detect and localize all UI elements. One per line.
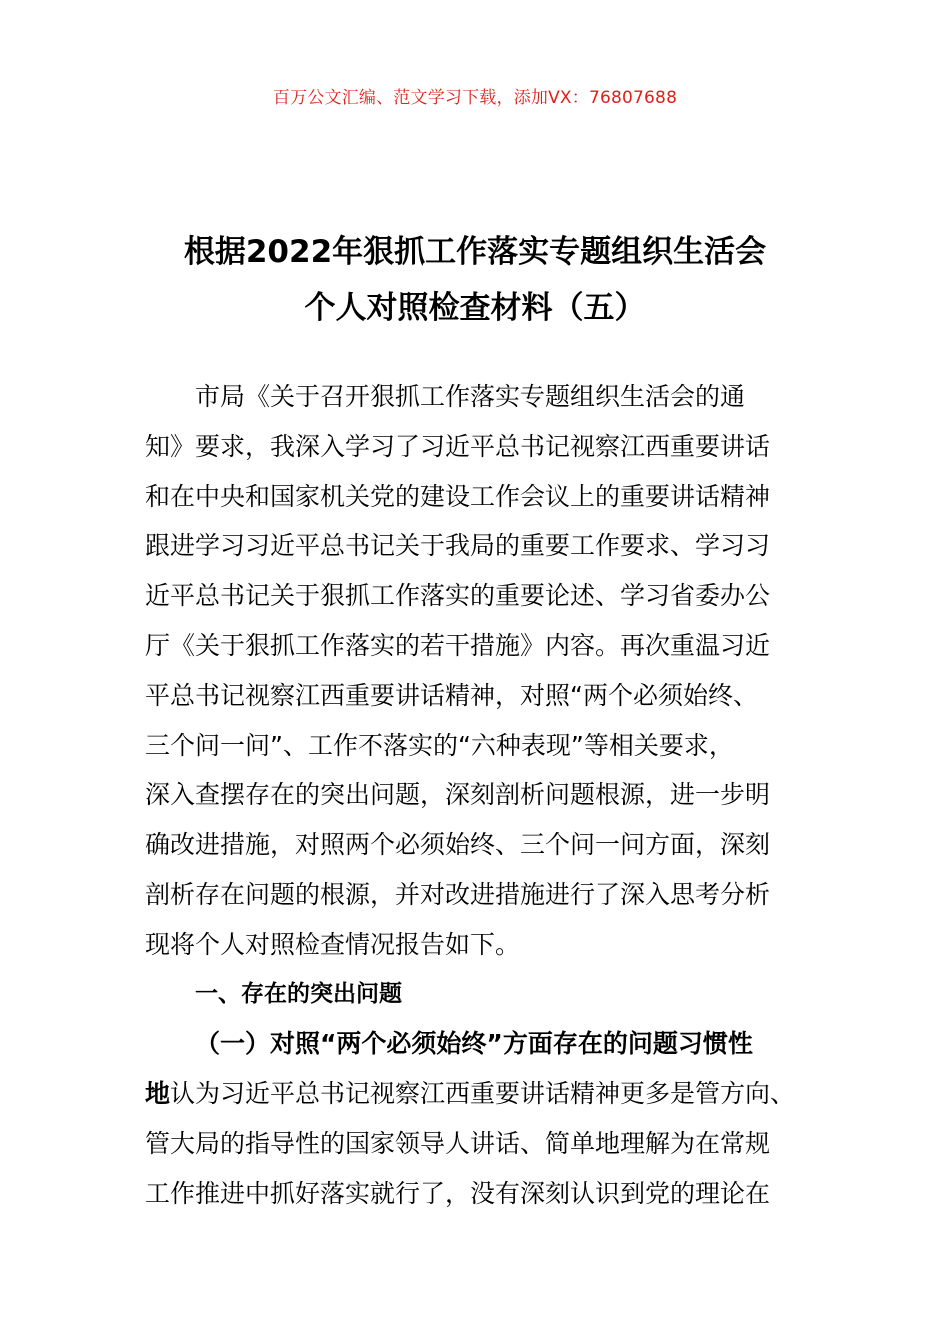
paragraph-line: 近平总书记关于狠抓工作落实的重要论述、学习省委办公 xyxy=(145,581,771,611)
paragraph-line xyxy=(145,1069,807,1119)
document-body xyxy=(145,372,807,1219)
paragraph-line: 现将个人对照检查情况报告如下。 xyxy=(145,929,521,959)
subsection-heading-tail: 地 xyxy=(145,1079,171,1109)
paragraph-line: 和在中央和国家机关党的建设工作会议上的重要讲话精神 xyxy=(145,481,771,511)
subsection-heading: （一）对照“两个必须始终”方面存在的问题习惯性 xyxy=(195,1029,753,1059)
paragraph-line: 市局《关于召开狠抓工作落实专题组织生活会的通 xyxy=(195,382,746,411)
paragraph-line: 平总书记视察江西重要讲话精神，对照“两个必须始终、 xyxy=(145,680,758,710)
document-title xyxy=(0,224,950,336)
paragraph-line: 确改进措施，对照两个必须始终、三个问一问方面，深刻 xyxy=(145,830,771,860)
paragraph-line: 三个问一问”、工作不落实的“六种表现”等相关要求， xyxy=(145,730,734,760)
title-line-2: 个人对照检查材料（五） xyxy=(304,290,646,326)
paragraph-line: 剖析存在问题的根源，并对改进措施进行了深入思考分析 xyxy=(145,879,771,909)
paragraph-line: 知》要求，我深入学习了习近平总书记视察江西重要讲话 xyxy=(145,431,771,461)
section-heading: 一、存在的突出问题 xyxy=(195,980,402,1007)
title-line-1: 根据2022年狠抓工作落实专题组织生活会 xyxy=(183,234,767,270)
paragraph-line-text: 认为习近平总书记视察江西重要讲话精神更多是管方向、 xyxy=(170,1079,796,1109)
paragraph-line: 管大局的指导性的国家领导人讲话、简单地理解为在常规 xyxy=(145,1128,771,1158)
paragraph-line: 厅《关于狠抓工作落实的若干措施》内容。再次重温习近 xyxy=(145,630,771,660)
paragraph-line: 深入查摆存在的突出问题，深刻剖析问题根源，进一步明 xyxy=(145,780,771,810)
watermark-header: 百万公文汇编、范文学习下载，添加VX：76807688 xyxy=(272,88,678,108)
paragraph-line: 跟进学习习近平总书记关于我局的重要工作要求、学习习 xyxy=(145,531,771,561)
paragraph-line: 工作推进中抓好落实就行了，没有深刻认识到党的理论在 xyxy=(145,1178,771,1208)
